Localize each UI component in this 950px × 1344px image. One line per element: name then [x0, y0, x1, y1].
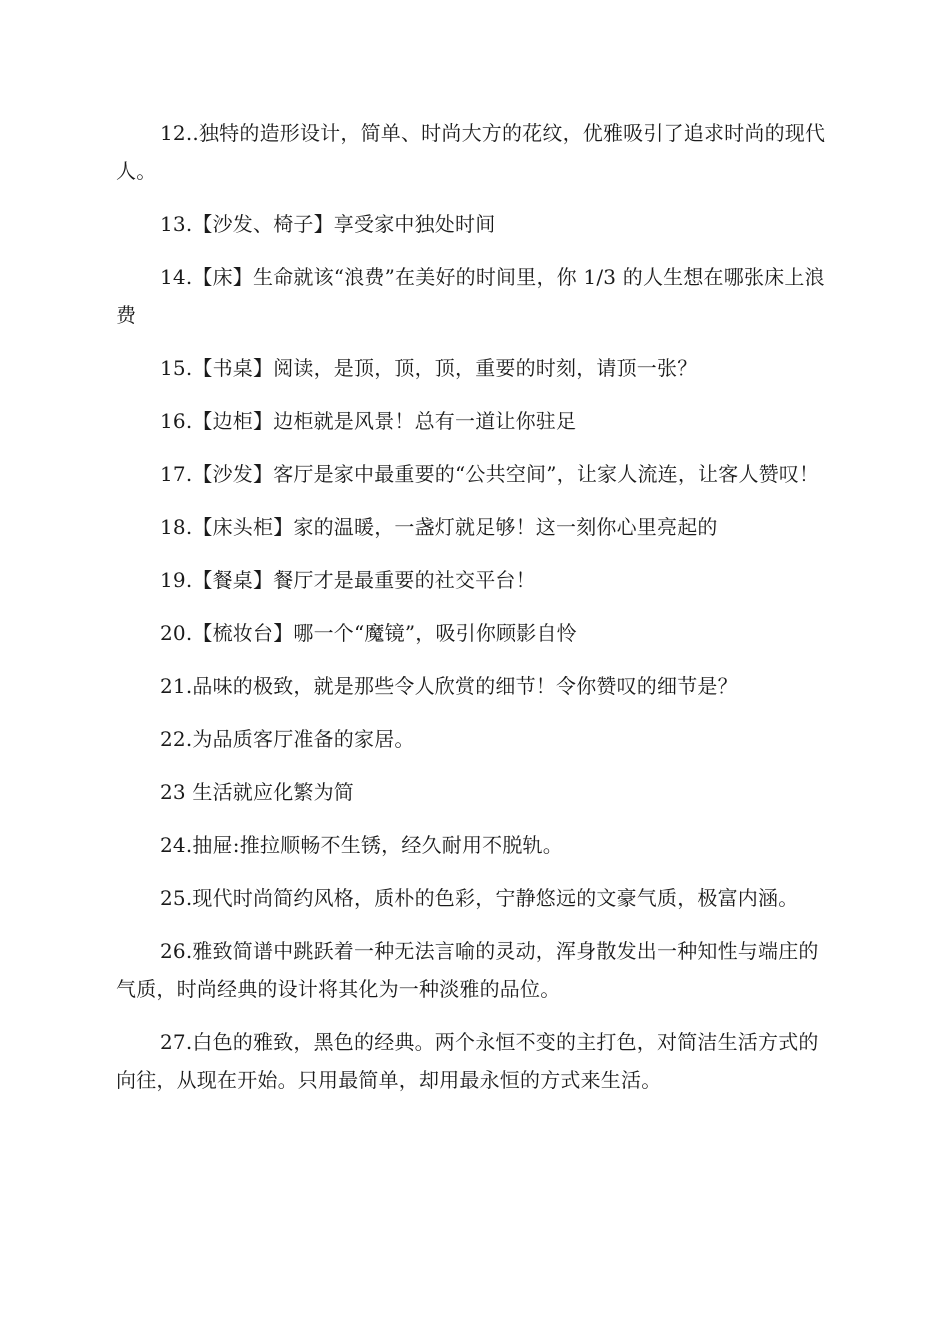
- paragraph-18: 18.【床头柜】家的温暖，一盏灯就足够！这一刻你心里亮起的: [160, 515, 718, 539]
- paragraph-22: 22.为品质客厅准备的家居。: [160, 727, 415, 751]
- paragraph-20: 20.【梳妆台】哪一个“魔镜”，吸引你顾影自怜: [160, 621, 577, 645]
- paragraph-12: 12..独特的造形设计，简单、时尚大方的花纹，优雅吸引了追求时尚的现代人。: [116, 121, 826, 183]
- paragraph-19: 19.【餐桌】餐厅才是最重要的社交平台！: [160, 568, 536, 592]
- paragraph-27: 27.白色的雅致，黑色的经典。两个永恒不变的主打色，对简洁生活方式的向往，从现在开始。只用最简单，却用最永恒的方式来生活。: [116, 1030, 819, 1092]
- paragraph-24: 24.抽屉:推拉顺畅不生锈，经久耐用不脱轨。: [160, 833, 563, 857]
- paragraph-16: 16.【边柜】边柜就是风景！总有一道让你驻足: [160, 409, 577, 433]
- paragraph-15: 15.【书桌】阅读，是顶，顶，顶，重要的时刻，请顶一张？: [160, 356, 698, 380]
- paragraph-23: 23 生活就应化繁为简: [160, 780, 355, 804]
- paragraph-26: 26.雅致简谱中跳跃着一种无法言喻的灵动，浑身散发出一种知性与端庄的气质，时尚经典的设计将其化为一种淡雅的品位。: [116, 939, 819, 1001]
- paragraph-13: 13.【沙发、椅子】享受家中独处时间: [160, 212, 496, 236]
- document-body: [116, 114, 836, 1114]
- paragraph-25: 25.现代时尚简约风格，质朴的色彩，宁静悠远的文豪气质，极富内涵。: [160, 886, 799, 910]
- paragraph-21: 21.品味的极致，就是那些令人欣赏的细节！令你赞叹的细节是？: [160, 674, 738, 698]
- paragraph-14: 14.【床】生命就该“浪费”在美好的时间里，你 1/3 的人生想在哪张床上浪费: [116, 265, 825, 327]
- paragraph-17: 17.【沙发】客厅是家中最重要的“公共空间”，让家人流连，让客人赞叹！: [160, 462, 820, 486]
